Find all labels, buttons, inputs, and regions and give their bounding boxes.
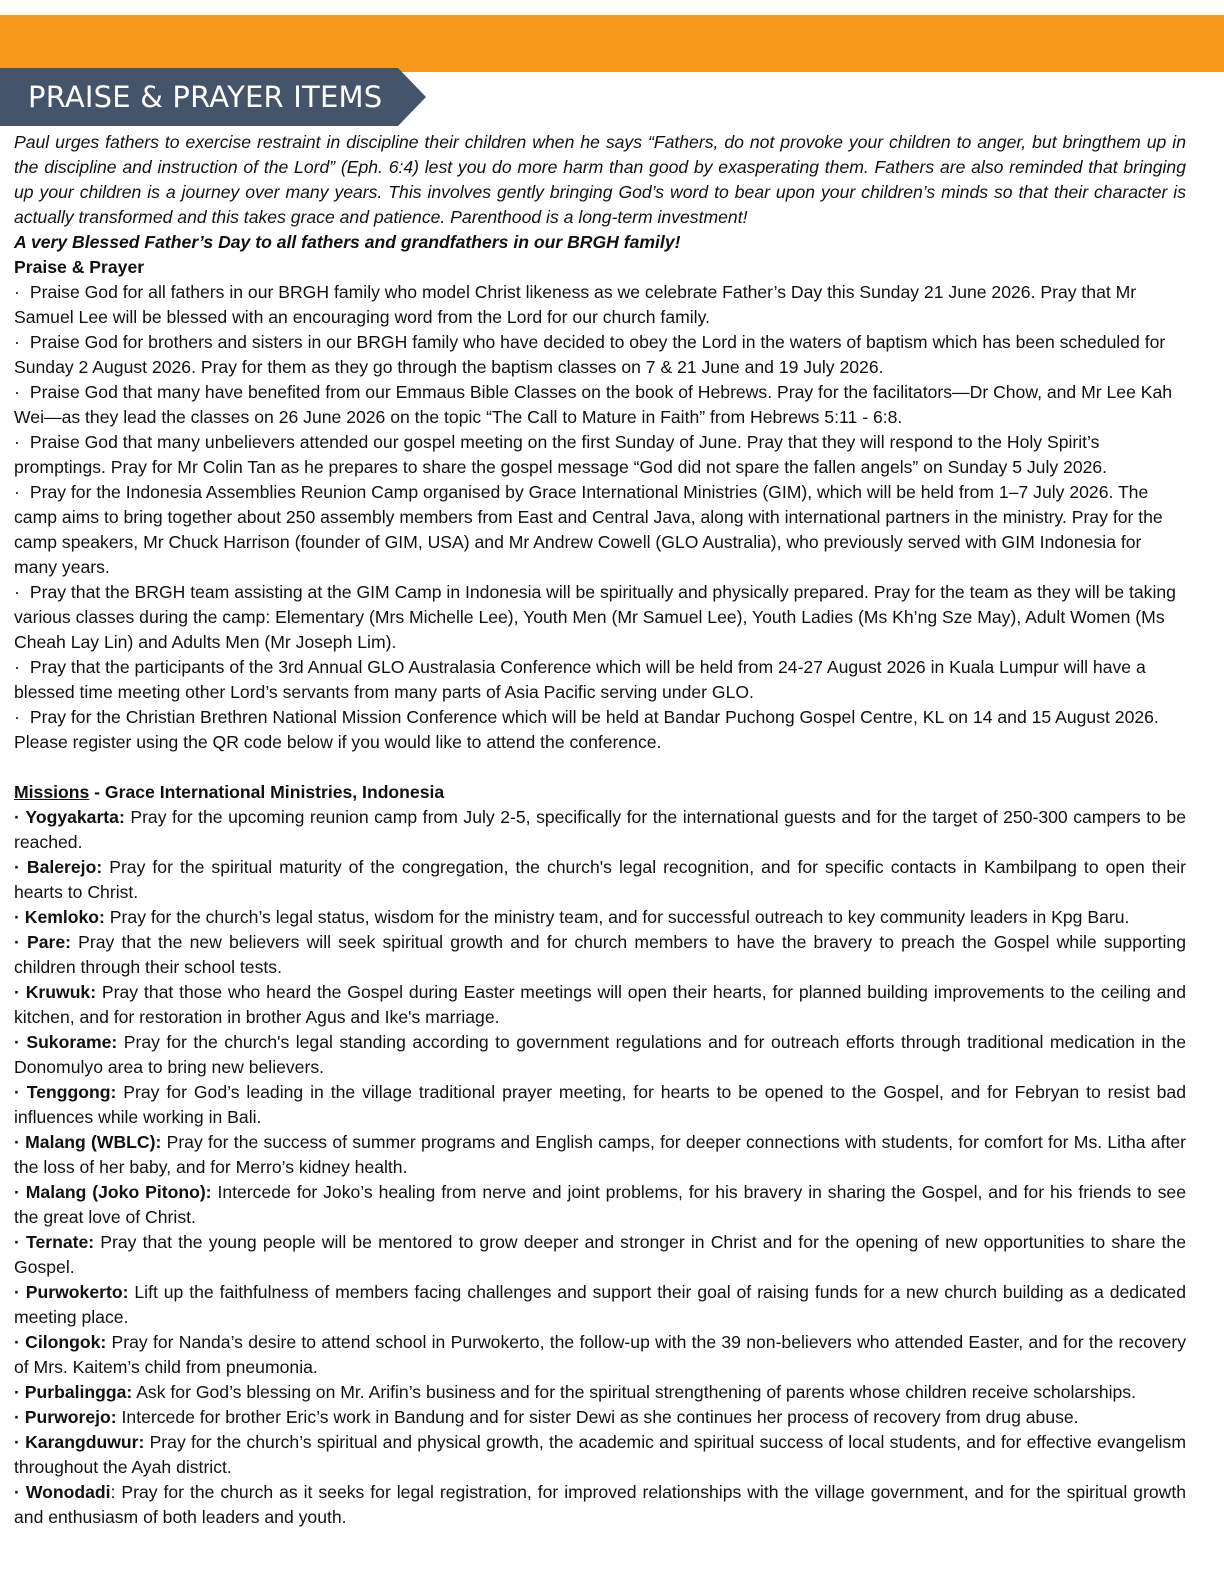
- mission-text: Ask for God’s blessing on Mr. Arifin’s business and for the spiritual strengthening of parents whose children receive scholarships.: [132, 1382, 1136, 1402]
- intro-paragraph: Paul urges fathers to exercise restraint in discipline their children when he says “Fathers, do not provoke your children to anger, but bringthem up in the discipline and instruction of the Lord” (Eph. 6:4) lest you do more harm than good by exasperating them. Fathers are also reminded that bringing up your children is a journey over many years. This involves gently bringing God’s word to bear upon your children’s minds so that their character is actually transformed and this takes grace and patience. Parenthood is a long-term investment!: [14, 132, 1186, 227]
- mission-text: Pray for the success of summer programs and English camps, for deeper connections with students, for comfort for Ms. Litha after the loss of her baby, and for Merro’s kidney health.: [14, 1132, 1186, 1177]
- mission-text: Pray for the spiritual maturity of the congregation, the church's legal recognition, and for specific contacts in Kambilpang to open their hearts to Christ.: [14, 857, 1187, 902]
- missions-heading: [14, 780, 1186, 805]
- bullet-icon: ·: [14, 332, 20, 352]
- bullet-icon: ·: [14, 382, 20, 402]
- mission-item: [14, 1430, 1186, 1480]
- mission-place: Pare:: [27, 932, 72, 952]
- mission-place: Malang (Joko Pitono):: [25, 1182, 212, 1202]
- mission-item: [14, 1405, 1186, 1430]
- bullet-icon: ·: [14, 1232, 20, 1252]
- mission-place: Balerejo:: [26, 857, 103, 877]
- mission-item: [14, 1330, 1186, 1380]
- page-title: PRAISE & PRAYER ITEMS: [28, 80, 383, 114]
- bullet-icon: ·: [14, 432, 20, 452]
- bullet-icon: ·: [14, 1407, 20, 1427]
- mission-text: Pray for the church's legal standing according to government regulations and for outreach efforts through traditional medication in the Donomulyo area to bring new believers.: [14, 1032, 1186, 1077]
- bullet-icon: ·: [14, 282, 20, 302]
- mission-item: [14, 1180, 1186, 1230]
- header-banner: [0, 68, 426, 126]
- mission-text: : Pray for the church as it seeks for legal registration, for improved relationships with the village government, and for the spiritual growth and enthusiasm of both leaders and youth.: [14, 1482, 1186, 1527]
- top-accent-bar: [0, 15, 1224, 72]
- mission-text: Pray that those who heard the Gospel during Easter meetings will open their hearts, for planned building improvements to the ceiling and kitchen, and for restoration in brother Agus and Ike's marriage.: [14, 982, 1186, 1027]
- list-item: [14, 580, 1186, 655]
- mission-place: Karangduwur:: [25, 1432, 145, 1452]
- mission-place: Purbalingga:: [24, 1382, 133, 1402]
- mission-item: [14, 1280, 1186, 1330]
- mission-place: Kemloko:: [24, 907, 105, 927]
- list-item: [14, 705, 1186, 755]
- list-item: [14, 655, 1186, 705]
- mission-place: Purwokerto:: [25, 1282, 129, 1302]
- mission-text: Intercede for brother Eric’s work in Bandung and for sister Dewi as she continues her process of recovery from drug abuse.: [116, 1407, 1079, 1427]
- list-item-text: Pray that the participants of the 3rd Annual GLO Australasia Conference which will be held from 24-27 August 2026 in Kuala Lumpur will have a blessed time meeting other Lord’s servants from many parts of Asia Pacific serving under GLO.: [14, 657, 1146, 702]
- mission-text: Lift up the faithfulness of members facing challenges and support their goal of raising funds for a new church building as a dedicated meeting place.: [14, 1282, 1187, 1327]
- bullet-icon: ·: [14, 1382, 20, 1402]
- bullet-icon: ·: [14, 1182, 20, 1202]
- spacer: [14, 755, 1186, 780]
- list-item-text: Praise God for brothers and sisters in our BRGH family who have decided to obey the Lord in the waters of baptism which has been scheduled for Sunday 2 August 2026. Pray for them as they go through the baptism classes on 7 & 21 June and 19 July 2026.: [14, 332, 1166, 377]
- list-item-text: Pray that the BRGH team assisting at the GIM Camp in Indonesia will be spiritually and physically prepared. Pray for the team as they will be taking various classes during the camp: Elementary (Mrs Michelle Lee), Youth Men (Mr Samuel Lee), Youth Ladies (Ms Kh’ng Sze May), Adult Women (Ms Cheah Lay Lin) and Adults Men (Mr Joseph Lim).: [14, 582, 1176, 652]
- mission-place: Wonodadi: [25, 1482, 111, 1502]
- bullet-icon: ·: [14, 1482, 20, 1502]
- bullet-icon: ·: [14, 1282, 20, 1302]
- mission-item: [14, 1030, 1186, 1080]
- mission-text: Pray that the young people will be mentored to grow deeper and stronger in Christ and for the opening of new opportunities to share the Gospel.: [14, 1232, 1186, 1277]
- mission-item: [14, 980, 1186, 1030]
- mission-text: Intercede for Joko’s healing from nerve and joint problems, for his bravery in sharing the Gospel, and for his friends to see the great love of Christ.: [14, 1182, 1187, 1227]
- mission-text: Pray for the upcoming reunion camp from July 2-5, specifically for the international guests and for the target of 250-300 campers to be reached.: [14, 807, 1186, 852]
- bullet-icon: ·: [14, 932, 20, 952]
- mission-item: [14, 1480, 1186, 1530]
- list-item-text: Pray for the Indonesia Assemblies Reunion Camp organised by Grace International Ministries (GIM), which will be held from 1–7 July 2026. The camp aims to bring together about 250 assembly members from East and Central Java, along with international partners in the ministry. Pray for the camp speakers, Mr Chuck Harrison (founder of GIM, USA) and Mr Andrew Cowell (GLO Australia), who previously served with GIM Indonesia for many years.: [14, 482, 1163, 577]
- missions-subtitle: - Grace International Ministries, Indonesia: [89, 782, 445, 802]
- bullet-icon: ·: [14, 482, 20, 502]
- missions-list: [14, 805, 1186, 1530]
- bullet-icon: ·: [14, 807, 20, 827]
- bullet-icon: ·: [14, 1132, 20, 1152]
- mission-place: Tenggong:: [26, 1082, 117, 1102]
- bullet-icon: ·: [14, 657, 20, 677]
- mission-place: Purworejo:: [24, 1407, 117, 1427]
- bullet-icon: ·: [14, 707, 20, 727]
- bullet-icon: ·: [14, 1332, 20, 1352]
- mission-item: [14, 1380, 1186, 1405]
- missions-label: Missions: [14, 782, 90, 802]
- mission-item: [14, 930, 1186, 980]
- main-content: [14, 130, 1186, 1530]
- mission-text: Pray for the church’s legal status, wisdom for the ministry team, and for successful outreach to key community leaders in Kpg Baru.: [104, 907, 1130, 927]
- mission-place: Malang (WBLC):: [25, 1132, 162, 1152]
- mission-item: [14, 805, 1186, 855]
- mission-place: Ternate:: [26, 1232, 95, 1252]
- bullet-icon: ·: [14, 582, 20, 602]
- bullet-icon: ·: [14, 907, 20, 927]
- mission-item: [14, 855, 1186, 905]
- mission-place: Kruwuk:: [25, 982, 97, 1002]
- mission-item: [14, 1130, 1186, 1180]
- mission-place: Cilongok:: [25, 1332, 107, 1352]
- fathers-day-blessing: A very Blessed Father’s Day to all fathers and grandfathers in our BRGH family!: [14, 232, 681, 252]
- mission-place: Yogyakarta:: [25, 807, 125, 827]
- list-item-text: Praise God for all fathers in our BRGH family who model Christ likeness as we celebrate Father’s Day this Sunday 21 June 2026. Pray that Mr Samuel Lee will be blessed with an encouraging word from the Lord for our church family.: [14, 282, 1137, 327]
- bullet-icon: ·: [14, 982, 20, 1002]
- list-item: [14, 380, 1186, 430]
- mission-text: Pray that the new believers will seek spiritual growth and for church members to have the bravery to preach the Gospel while supporting children through their school tests.: [14, 932, 1186, 977]
- list-item-text: Praise God that many unbelievers attended our gospel meeting on the first Sunday of June. Pray that they will respond to the Holy Spirit’s promptings. Pray for Mr Colin Tan as he prepares to share the gospel message “God did not spare the fallen angels” on Sunday 5 July 2026.: [14, 432, 1108, 477]
- mission-item: [14, 1230, 1186, 1280]
- list-item: [14, 280, 1186, 330]
- mission-place: Sukorame:: [26, 1032, 118, 1052]
- list-item: [14, 330, 1186, 380]
- list-item: [14, 430, 1186, 480]
- bullet-icon: ·: [14, 857, 20, 877]
- list-item: [14, 480, 1186, 580]
- bullet-icon: ·: [14, 1032, 20, 1052]
- bullet-icon: ·: [14, 1082, 20, 1102]
- mission-text: Pray for God’s leading in the village traditional prayer meeting, for hearts to be opened to the Gospel, and for Febryan to resist bad influences while working in Bali.: [14, 1082, 1186, 1127]
- praise-prayer-list: [14, 280, 1186, 755]
- bullet-icon: ·: [14, 1432, 20, 1452]
- list-item-text: Praise God that many have benefited from our Emmaus Bible Classes on the book of Hebrews. Pray for the facilitators—Dr Chow, and Mr Lee Kah Wei—as they lead the classes on 26 June 2026 on the topic “The Call to Mature in Faith” from Hebrews 5:11 - 6:8.: [14, 382, 1173, 427]
- mission-text: Pray for the church’s spiritual and physical growth, the academic and spiritual success of local students, and for effective evangelism throughout the Ayah district.: [14, 1432, 1187, 1477]
- mission-item: [14, 905, 1186, 930]
- praise-prayer-heading: Praise & Prayer: [14, 257, 145, 277]
- list-item-text: Pray for the Christian Brethren National Mission Conference which will be held at Bandar Puchong Gospel Centre, KL on 14 and 15 August 2026. Please register using the QR code below if you would like to attend the conference.: [14, 707, 1159, 752]
- mission-text: Pray for Nanda’s desire to attend school in Purwokerto, the follow-up with the 39 non-believers who attended Easter, and for the recovery of Mrs. Kaitem’s child from pneumonia.: [14, 1332, 1186, 1377]
- mission-item: [14, 1080, 1186, 1130]
